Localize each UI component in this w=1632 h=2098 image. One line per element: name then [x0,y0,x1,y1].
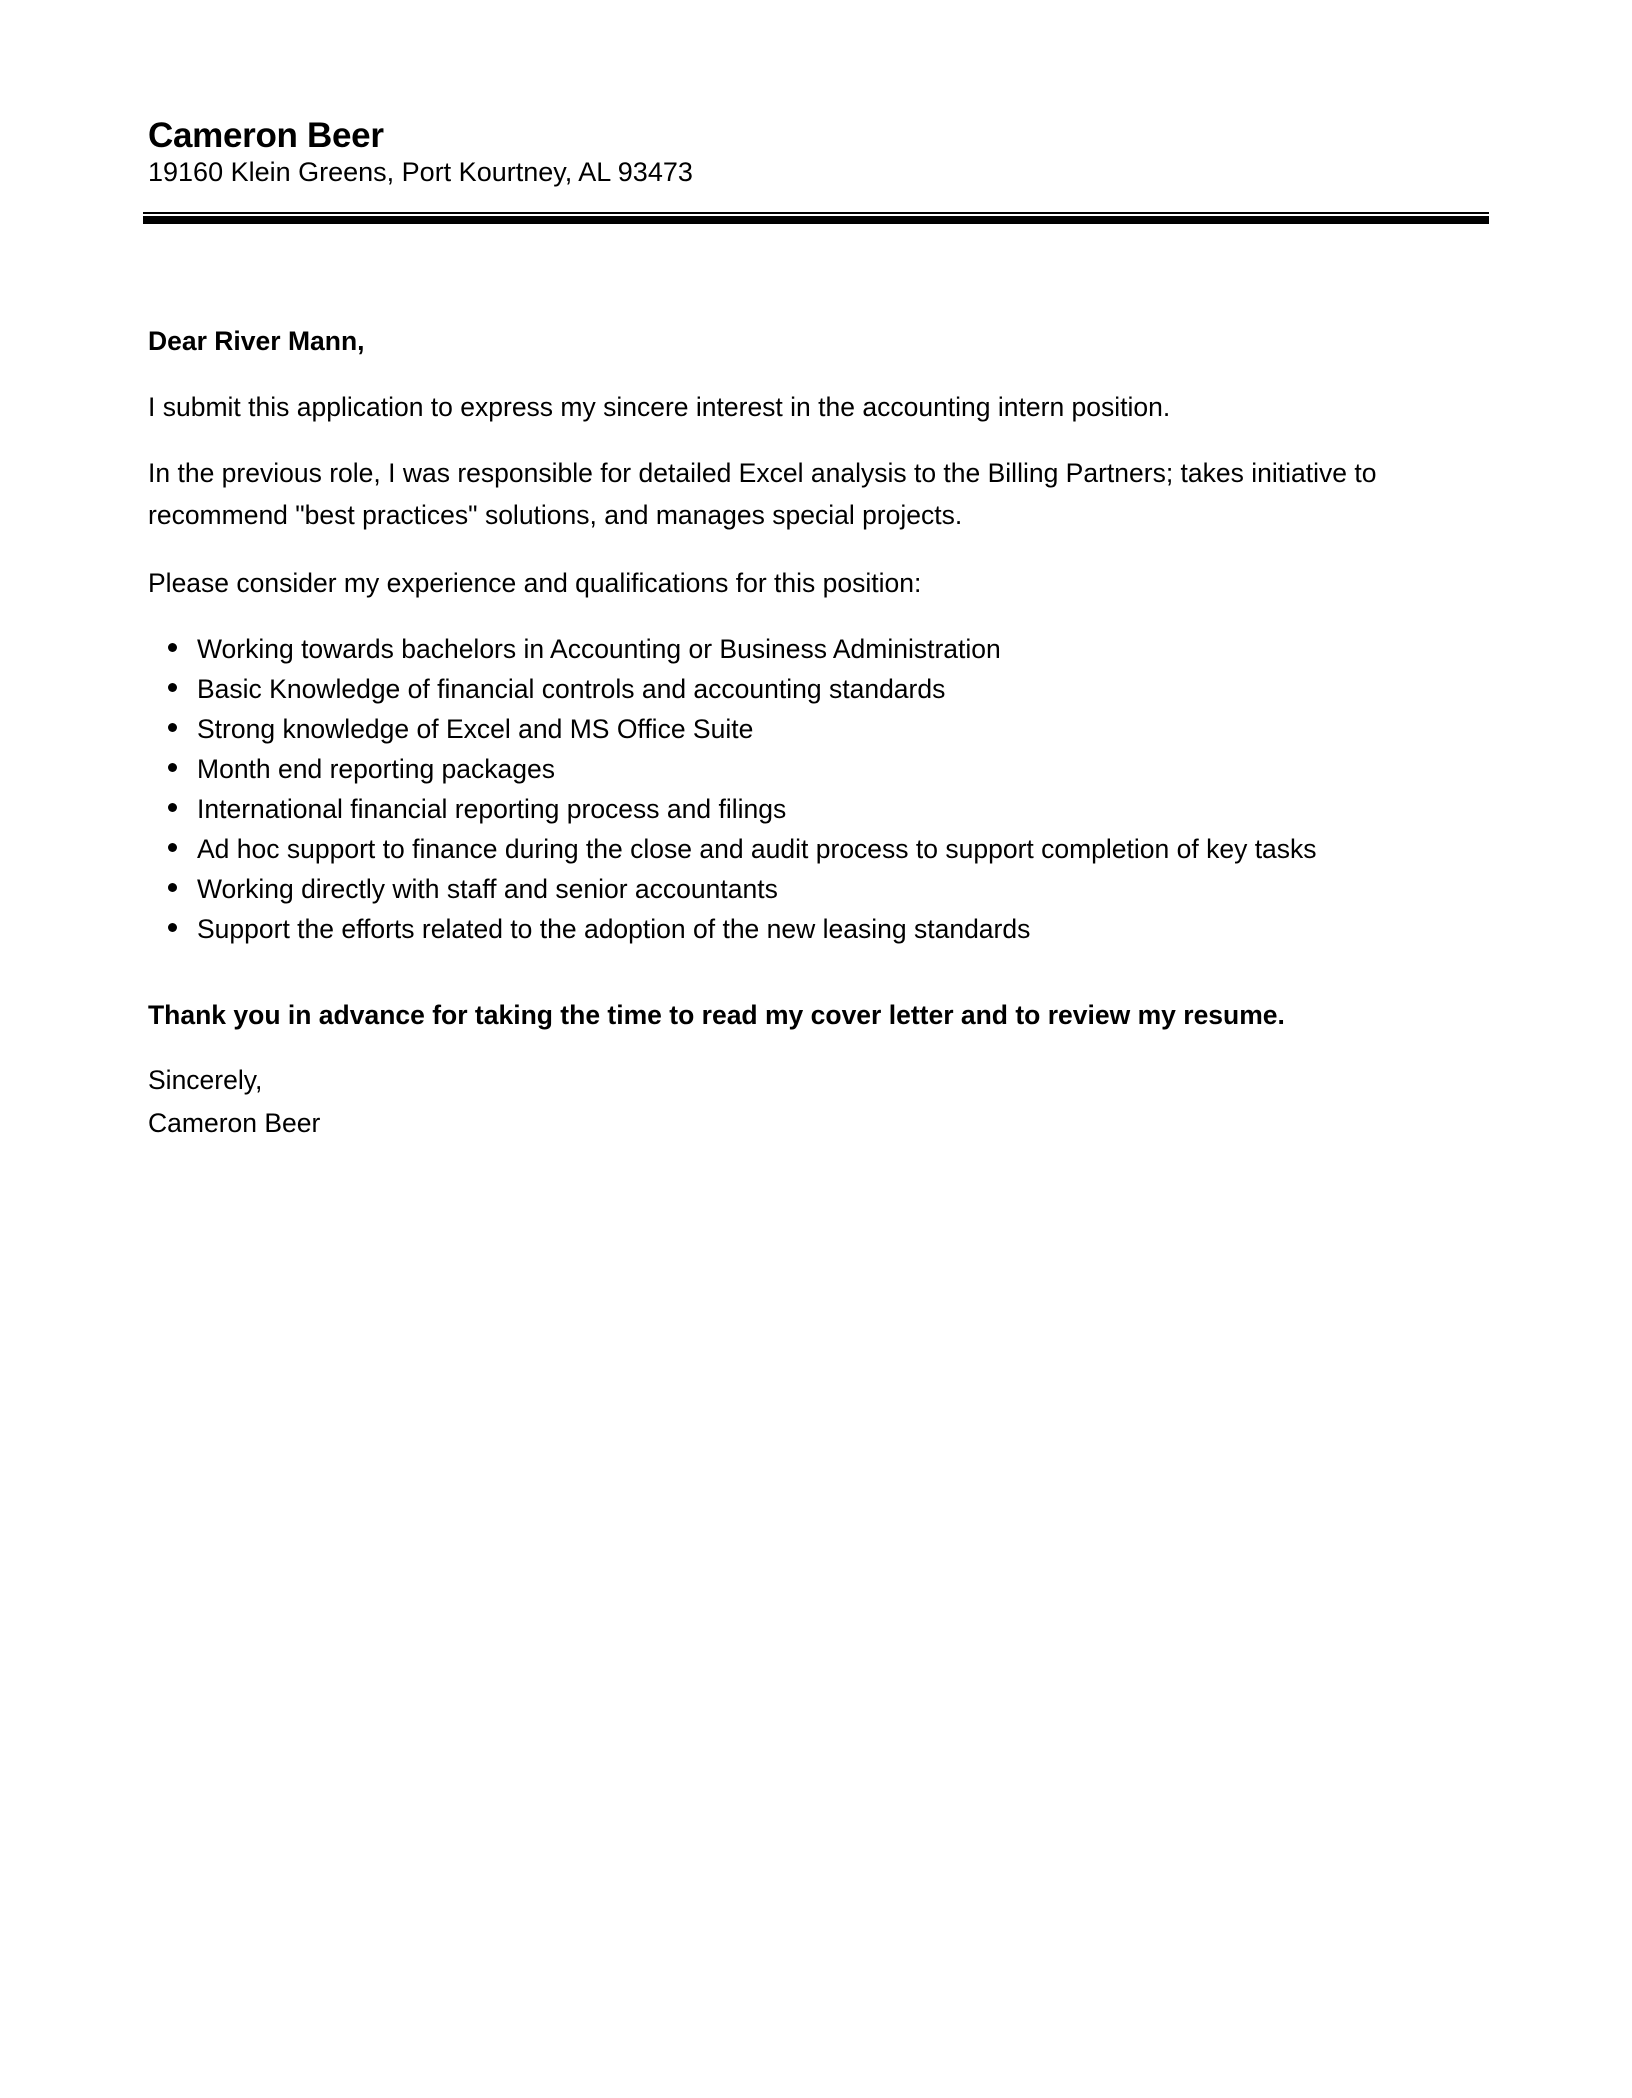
list-item-text: Strong knowledge of Excel and MS Office Suite [197,714,754,744]
signoff-block [148,1059,320,1145]
signoff-text: Sincerely, [148,1065,263,1095]
list-item [148,789,1317,829]
experience-paragraph [148,452,1376,536]
list-item-text: Working directly with staff and senior accountants [197,874,778,904]
bullet-icon [168,723,177,732]
list-item [148,749,1317,789]
list-item [148,709,1317,749]
bullet-icon [168,843,177,852]
closing-statement: Thank you in advance for taking the time to read my cover letter and to review my resume. [148,1000,1285,1030]
signature-name: Cameron Beer [148,1108,321,1138]
bullet-icon [168,803,177,812]
list-item-text: International financial reporting process and filings [197,794,787,824]
experience-paragraph-line-1: In the previous role, I was responsible for detailed Excel analysis to the Billing Partners; takes initiative to [148,458,1377,488]
list-item-text: Month end reporting packages [197,754,555,784]
list-item [148,829,1317,869]
list-item-text: Ad hoc support to finance during the close and audit process to support completion of key tasks [197,834,1317,864]
list-item-text: Support the efforts related to the adoption of the new leasing standards [197,914,1031,944]
bullet-icon [168,883,177,892]
sender-name: Cameron Beer [148,116,384,155]
header-divider-thin [143,212,1489,214]
bullet-icon [168,643,177,652]
qualifications-intro: Please consider my experience and qualifications for this position: [148,568,922,598]
bullet-icon [168,923,177,932]
list-item [148,869,1317,909]
salutation: Dear River Mann, [148,326,365,356]
list-item [148,669,1317,709]
list-item-text: Working towards bachelors in Accounting or Business Administration [197,634,1001,664]
sender-address: 19160 Klein Greens, Port Kourtney, AL 93473 [148,157,693,187]
experience-paragraph-line-2: recommend "best practices" solutions, and manages special projects. [148,500,963,530]
header-divider-thick [143,216,1489,224]
list-item [148,629,1317,669]
bullet-icon [168,763,177,772]
list-item [148,909,1317,949]
intro-paragraph: I submit this application to express my sincere interest in the accounting intern position. [148,392,1171,422]
bullet-icon [168,683,177,692]
list-item-text: Basic Knowledge of financial controls and accounting standards [197,674,946,704]
qualifications-list [148,629,1317,949]
